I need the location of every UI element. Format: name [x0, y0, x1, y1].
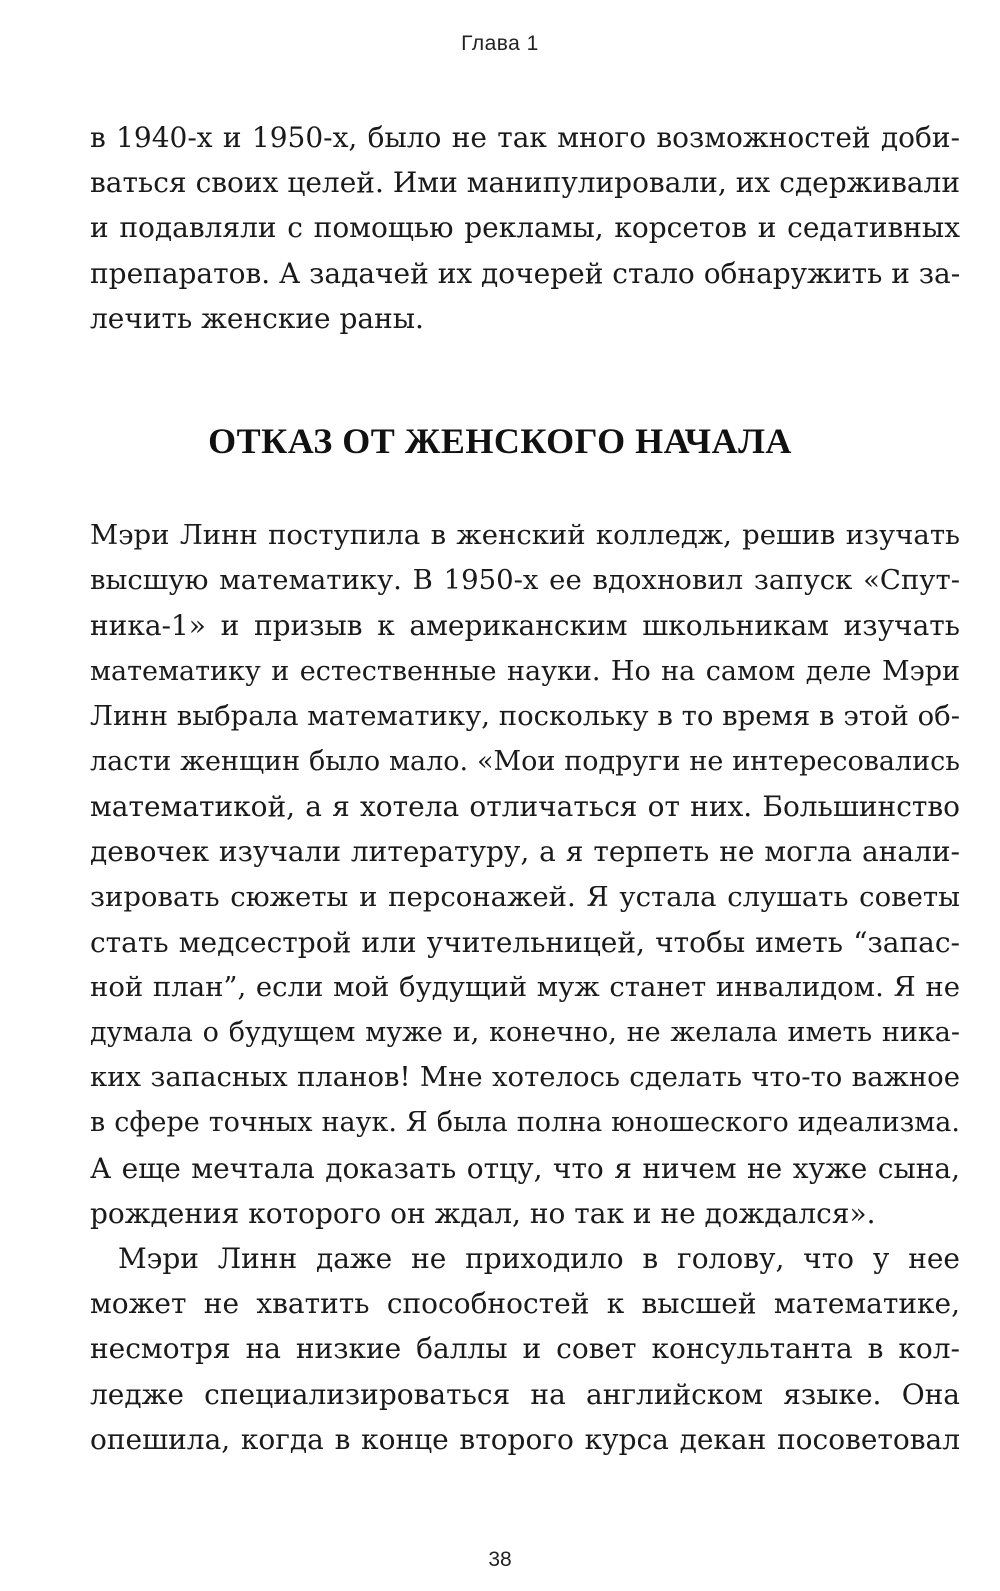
- text-line: математикой, а я хотела отличаться от них. Большинство: [90, 790, 960, 824]
- text-line: математику и естественные науки. Но на самом деле Мэри: [90, 655, 960, 687]
- intro-paragraph: [90, 115, 960, 341]
- text-line: девочек изучали литературу, а я терпеть не могла анали-: [90, 835, 960, 869]
- text-line: стать медсестрой или учительницей, чтобы иметь “запас-: [90, 925, 960, 959]
- text-line: в сфере точных наук. Я была полна юношеского идеализма.: [90, 1107, 960, 1139]
- text-line: высшую математику. В 1950-х ее вдохновил запуск «Спут-: [90, 564, 960, 597]
- text-line: Линн выбрала математику, поскольку в то время в этой об-: [90, 699, 960, 732]
- page-number: 38: [488, 1548, 512, 1571]
- text-line: ника-1» и призыв к американским школьникам изучать: [90, 609, 960, 643]
- text-line: зировать сюжеты и персонажей. Я устала слушать советы: [90, 880, 960, 913]
- text-line: Мэри Линн даже не приходило в голову, что у нее: [118, 1242, 960, 1275]
- text-line: в 1940-х и 1950-х, было не так много возможностей доби-: [90, 121, 960, 154]
- text-line: опешила, когда в конце второго курса декан посоветовал: [90, 1422, 960, 1456]
- text-line: ких запасных планов! Мне хотелось сделать что-то важное: [90, 1061, 960, 1094]
- section-heading: ОТКАЗ ОТ ЖЕНСКОГО НАЧАЛА: [208, 421, 792, 461]
- text-line: лечить женские раны.: [90, 301, 424, 335]
- text-line: и подавляли с помощью рекламы, корсетов и седативных: [90, 211, 960, 245]
- running-head: Глава 1: [461, 32, 539, 55]
- text-line: ной план”, если мой будущий муж станет инвалидом. Я не: [90, 970, 960, 1003]
- text-line: ледже специализироваться на английском языке. Она: [90, 1377, 960, 1411]
- text-line: препаратов. А задачей их дочерей стало обнаружить и за-: [90, 256, 961, 290]
- text-line: А еще мечтала доказать отцу, что я ничем не хуже сына,: [90, 1151, 960, 1185]
- body-text: [90, 513, 960, 1462]
- text-line: ваться своих целей. Ими манипулировали, их сдерживали: [90, 166, 960, 200]
- text-line: может не хватить способностей к высшей математике,: [90, 1287, 960, 1321]
- text-line: ласти женщин было мало. «Мои подруги не интересовались: [90, 745, 960, 777]
- text-line: несмотря на низкие баллы и совет консультанта в кол-: [90, 1332, 960, 1366]
- text-line: думала о будущем муже и, конечно, не желала иметь ника-: [90, 1017, 960, 1049]
- text-line: рождения которого он ждал, но так и не дождался».: [90, 1196, 876, 1230]
- text-line: Мэри Линн поступила в женский колледж, решив изучать: [90, 519, 960, 551]
